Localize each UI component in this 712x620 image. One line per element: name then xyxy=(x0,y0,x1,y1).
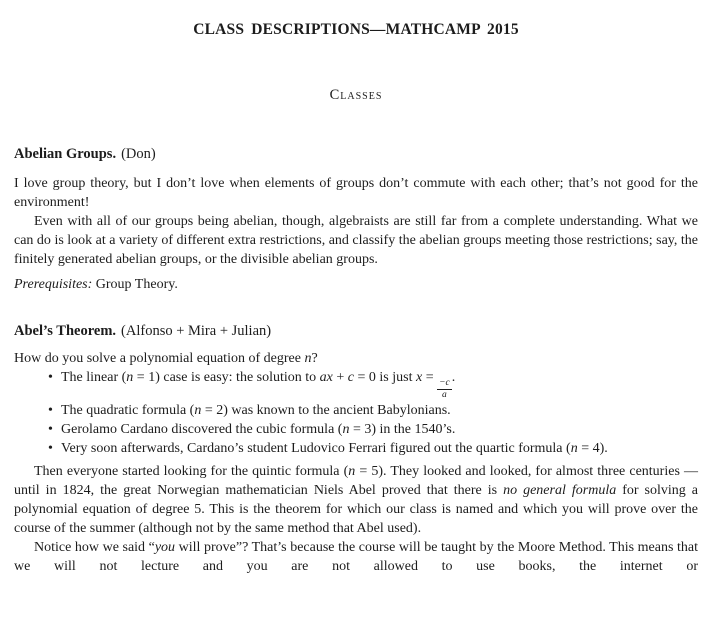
text-segment: The linear ( xyxy=(61,370,127,385)
text-segment: = 1) case is easy: the solution to xyxy=(133,370,320,385)
text-segment: Then everyone started looking for the quintic formula ( xyxy=(34,463,349,479)
paragraph xyxy=(14,349,698,368)
text-segment: no general formula xyxy=(503,482,617,498)
paragraph: I love group theory, but I don’t love when elements of groups don’t commute with each other; that’s not good for the environment! xyxy=(14,176,698,210)
prerequisites-line xyxy=(14,275,698,294)
document-title: CLASS DESCRIPTIONS—MATHCAMP 2015 xyxy=(193,21,519,38)
text-segment: = 2) was known to the ancient Babylonians. xyxy=(201,402,451,418)
bullet-list xyxy=(14,368,698,458)
text-segment: = 5). They looked and looked, for almost three centuries — until in 1824, the great Norwegian mathematician Niels Abel proved that there is xyxy=(14,463,698,498)
class-heading xyxy=(14,145,698,164)
bullet-item xyxy=(48,368,698,401)
prerequisites-value: Group Theory. xyxy=(95,277,178,292)
bullet-item xyxy=(48,439,698,458)
text-segment: Gerolamo Cardano discovered the cubic formula ( xyxy=(61,421,343,437)
class-section-abels-theorem xyxy=(14,322,698,576)
text-segment: ? xyxy=(311,351,318,366)
text-segment: n xyxy=(342,421,350,437)
text-segment: will prove”? That’s because the course will be taught by the Moore Method. This means that we will not lecture and you are not allowed to use books, the internet or xyxy=(14,539,698,574)
class-staff: (Alfonso + Mira + Julian) xyxy=(121,323,272,339)
text-segment: How do you solve a polynomial equation of degree xyxy=(14,351,305,366)
text-segment: Notice how we said “ xyxy=(34,539,155,555)
math-fraction: $\frac{-c}{a}$ xyxy=(439,378,450,400)
text-segment: n xyxy=(348,463,356,479)
text-segment: = xyxy=(422,370,438,385)
text-segment: Very soon afterwards, Cardano’s student Ludovico Ferrari figured out the quartic formula ( xyxy=(61,440,571,456)
paragraph xyxy=(14,538,698,576)
text-segment: n xyxy=(126,370,134,385)
section-heading-classes: Classes xyxy=(329,87,383,103)
text-segment: n xyxy=(194,402,202,418)
text-segment: n xyxy=(304,351,312,366)
text-segment: The quadratic formula ( xyxy=(61,402,195,418)
class-staff: (Don) xyxy=(121,146,156,162)
text-segment: = 4). xyxy=(577,440,608,456)
prerequisites-label: Prerequisites: xyxy=(14,277,93,292)
class-heading xyxy=(14,322,698,341)
text-segment: ax xyxy=(319,370,333,385)
text-segment: . xyxy=(451,370,456,385)
text-segment: x xyxy=(415,370,423,385)
class-name: Abel’s Theorem. xyxy=(14,323,117,339)
paragraph xyxy=(14,462,698,538)
class-name: Abelian Groups. xyxy=(14,146,117,162)
text-segment: c xyxy=(347,370,355,385)
text-segment: you xyxy=(154,539,176,555)
text-segment: for solving a polynomial equation of degree 5. This is the theorem for which our class is named and which you will prove over the course of the summer (although not by the same method that Abel used). xyxy=(14,482,699,536)
text-segment: = 0 is just xyxy=(354,370,416,385)
text-segment: = 3) in the 1540’s. xyxy=(349,421,456,437)
class-section-abelian-groups xyxy=(14,145,698,294)
text-segment: + xyxy=(332,370,348,385)
text-segment: n xyxy=(570,440,578,456)
paragraph: Even with all of our groups being abelian, though, algebraists are still far from a complete understanding. What we can do is look at a variety of different extra restrictions, and classify the abelian groups meeting those restrictions; say, the finitely generated abelian groups, or the divisible abelian groups. xyxy=(14,214,698,267)
bullet-item xyxy=(48,420,698,439)
bullet-item xyxy=(48,401,698,420)
